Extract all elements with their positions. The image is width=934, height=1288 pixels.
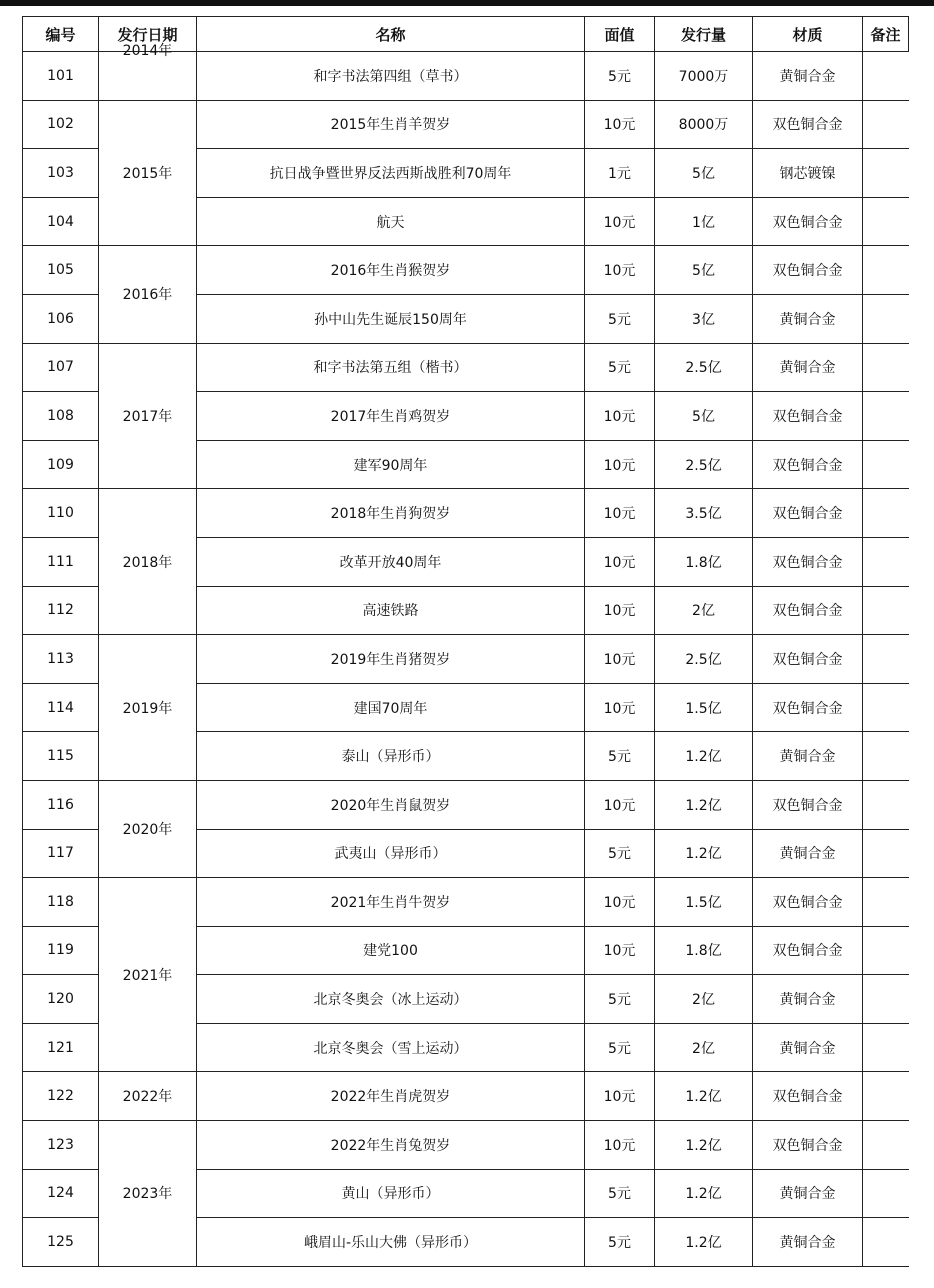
cell-material: 双色铜合金 <box>753 1072 863 1121</box>
cell-id: 111 <box>23 537 99 586</box>
cell-volume: 2.5亿 <box>655 440 753 489</box>
cell-material: 双色铜合金 <box>753 780 863 829</box>
cell-material: 双色铜合金 <box>753 392 863 441</box>
cell-name: 航天 <box>197 197 585 246</box>
cell-volume: 1.2亿 <box>655 732 753 781</box>
cell-id: 102 <box>23 100 99 149</box>
cell-name: 武夷山（异形币） <box>197 829 585 878</box>
cell-name: 2018年生肖狗贺岁 <box>197 489 585 538</box>
cell-volume: 8000万 <box>655 100 753 149</box>
cell-volume: 2亿 <box>655 975 753 1024</box>
cell-id: 115 <box>23 732 99 781</box>
cell-name: 和字书法第五组（楷书） <box>197 343 585 392</box>
cell-year-cut <box>99 43 197 101</box>
cell-face-value: 5元 <box>585 294 655 343</box>
cell-volume: 1.8亿 <box>655 926 753 975</box>
cell-volume: 7000万 <box>655 52 753 101</box>
cell-face-value: 5元 <box>585 732 655 781</box>
cell-material: 钢芯镀镍 <box>753 149 863 198</box>
cell-face-value: 10元 <box>585 392 655 441</box>
cell-volume: 1.8亿 <box>655 537 753 586</box>
table-row <box>23 635 909 684</box>
cut-year-wrap <box>99 43 196 100</box>
cell-note <box>863 829 909 878</box>
cell-volume: 1.2亿 <box>655 829 753 878</box>
cell-volume: 2.5亿 <box>655 343 753 392</box>
cell-volume: 1.5亿 <box>655 878 753 927</box>
cell-material: 黄铜合金 <box>753 732 863 781</box>
header-face-value: 面值 <box>585 17 655 52</box>
cell-volume: 1.2亿 <box>655 1169 753 1218</box>
cell-id: 103 <box>23 149 99 198</box>
cell-name: 建军90周年 <box>197 440 585 489</box>
cell-name: 峨眉山-乐山大佛（异形币） <box>197 1218 585 1267</box>
header-material: 材质 <box>753 17 863 52</box>
cell-face-value: 10元 <box>585 246 655 295</box>
cell-note <box>863 635 909 684</box>
cell-volume: 2.5亿 <box>655 635 753 684</box>
cell-face-value: 10元 <box>585 683 655 732</box>
cell-year: 2020年 <box>99 780 197 877</box>
cell-name: 抗日战争暨世界反法西斯战胜利70周年 <box>197 149 585 198</box>
cell-face-value: 10元 <box>585 635 655 684</box>
cell-id: 113 <box>23 635 99 684</box>
table-row <box>23 1121 909 1170</box>
cell-volume: 2亿 <box>655 586 753 635</box>
cell-name: 2016年生肖猴贺岁 <box>197 246 585 295</box>
cell-name: 2022年生肖虎贺岁 <box>197 1072 585 1121</box>
cell-id: 114 <box>23 683 99 732</box>
cell-id: 122 <box>23 1072 99 1121</box>
cell-material: 双色铜合金 <box>753 440 863 489</box>
cell-name: 2022年生肖兔贺岁 <box>197 1121 585 1170</box>
cell-year: 2017年 <box>99 343 197 489</box>
cell-note <box>863 52 909 101</box>
table-body <box>23 43 909 1267</box>
cell-face-value: 10元 <box>585 1121 655 1170</box>
cell-volume: 1亿 <box>655 197 753 246</box>
cell-id: 116 <box>23 780 99 829</box>
cell-year: 2015年 <box>99 100 197 246</box>
cell-note <box>863 586 909 635</box>
cell-material: 黄铜合金 <box>753 975 863 1024</box>
cell-face-value: 10元 <box>585 926 655 975</box>
cell-volume: 5亿 <box>655 246 753 295</box>
cell-id: 121 <box>23 1023 99 1072</box>
cell-volume: 3.5亿 <box>655 489 753 538</box>
cell-id: 110 <box>23 489 99 538</box>
cell-year: 2018年 <box>99 489 197 635</box>
cell-volume: 1.2亿 <box>655 1218 753 1267</box>
cell-id: 112 <box>23 586 99 635</box>
cell-id: 104 <box>23 197 99 246</box>
cell-volume: 1.2亿 <box>655 1121 753 1170</box>
cell-note <box>863 343 909 392</box>
cell-material: 黄铜合金 <box>753 829 863 878</box>
cell-id: 106 <box>23 294 99 343</box>
cell-name: 2019年生肖猪贺岁 <box>197 635 585 684</box>
cell-name: 建国70周年 <box>197 683 585 732</box>
cell-face-value: 5元 <box>585 1169 655 1218</box>
cell-face-value: 5元 <box>585 975 655 1024</box>
cell-material: 黄铜合金 <box>753 343 863 392</box>
cell-name: 2020年生肖鼠贺岁 <box>197 780 585 829</box>
cell-id: 120 <box>23 975 99 1024</box>
cell-note <box>863 926 909 975</box>
cell-note <box>863 780 909 829</box>
cell-material: 双色铜合金 <box>753 926 863 975</box>
cell-material: 黄铜合金 <box>753 52 863 101</box>
cell-face-value: 10元 <box>585 537 655 586</box>
cell-material: 双色铜合金 <box>753 197 863 246</box>
cell-material: 黄铜合金 <box>753 294 863 343</box>
cell-id: 125 <box>23 1218 99 1267</box>
table-viewport <box>0 6 934 1288</box>
table-row <box>23 246 909 295</box>
cell-face-value: 10元 <box>585 1072 655 1121</box>
cell-material: 双色铜合金 <box>753 489 863 538</box>
cell-face-value: 5元 <box>585 829 655 878</box>
cell-id: 118 <box>23 878 99 927</box>
cell-year: 2019年 <box>99 635 197 781</box>
cell-year: 2022年 <box>99 1072 197 1121</box>
cell-face-value: 5元 <box>585 343 655 392</box>
cell-note <box>863 294 909 343</box>
cell-name: 高速铁路 <box>197 586 585 635</box>
cell-material: 双色铜合金 <box>753 683 863 732</box>
cell-material: 黄铜合金 <box>753 1023 863 1072</box>
cell-material: 双色铜合金 <box>753 537 863 586</box>
cell-volume: 1.5亿 <box>655 683 753 732</box>
cell-name: 改革开放40周年 <box>197 537 585 586</box>
cell-id: 105 <box>23 246 99 295</box>
cell-face-value: 10元 <box>585 586 655 635</box>
table-row <box>23 52 909 101</box>
cell-volume: 1.2亿 <box>655 1072 753 1121</box>
header-note: 备注 <box>863 17 909 52</box>
cell-material: 双色铜合金 <box>753 246 863 295</box>
cell-material: 双色铜合金 <box>753 635 863 684</box>
table-row <box>23 343 909 392</box>
cell-face-value: 10元 <box>585 878 655 927</box>
coin-issue-table <box>22 16 909 1267</box>
cell-volume: 1.2亿 <box>655 780 753 829</box>
cell-id: 109 <box>23 440 99 489</box>
cell-face-value: 5元 <box>585 1023 655 1072</box>
cell-material: 黄铜合金 <box>753 1169 863 1218</box>
cell-note <box>863 975 909 1024</box>
cell-face-value: 10元 <box>585 100 655 149</box>
cell-face-value: 10元 <box>585 780 655 829</box>
cell-name: 北京冬奥会（雪上运动） <box>197 1023 585 1072</box>
cell-name: 2015年生肖羊贺岁 <box>197 100 585 149</box>
header-id: 编号 <box>23 17 99 52</box>
header-volume: 发行量 <box>655 17 753 52</box>
cell-volume: 2亿 <box>655 1023 753 1072</box>
header-name: 名称 <box>197 17 585 52</box>
cell-name: 黄山（异形币） <box>197 1169 585 1218</box>
cell-name: 建党100 <box>197 926 585 975</box>
cell-note <box>863 392 909 441</box>
cell-material: 双色铜合金 <box>753 100 863 149</box>
table-row <box>23 878 909 927</box>
header-date: 发行日期 <box>99 17 197 52</box>
cell-name: 泰山（异形币） <box>197 732 585 781</box>
cell-id: 124 <box>23 1169 99 1218</box>
cell-note <box>863 149 909 198</box>
cell-note <box>863 197 909 246</box>
cell-note <box>863 878 909 927</box>
cell-material: 双色铜合金 <box>753 586 863 635</box>
cell-material: 黄铜合金 <box>753 1218 863 1267</box>
cell-name: 2017年生肖鸡贺岁 <box>197 392 585 441</box>
document-sheet <box>0 6 934 1288</box>
cell-note <box>863 1218 909 1267</box>
cell-note <box>863 1121 909 1170</box>
cell-name: 北京冬奥会（冰上运动） <box>197 975 585 1024</box>
cell-volume: 3亿 <box>655 294 753 343</box>
cell-note <box>863 732 909 781</box>
table-row <box>23 1072 909 1121</box>
cell-note <box>863 537 909 586</box>
cell-year: 2023年 <box>99 1121 197 1267</box>
table-row <box>23 780 909 829</box>
cell-material: 双色铜合金 <box>753 1121 863 1170</box>
cell-note <box>863 440 909 489</box>
cell-id: 123 <box>23 1121 99 1170</box>
cell-year: 2021年 <box>99 878 197 1072</box>
cell-material: 双色铜合金 <box>753 878 863 927</box>
cell-note <box>863 1169 909 1218</box>
cell-name: 2021年生肖牛贺岁 <box>197 878 585 927</box>
cell-face-value: 5元 <box>585 52 655 101</box>
cell-id: 101 <box>23 52 99 101</box>
cell-face-value: 5元 <box>585 1218 655 1267</box>
cut-year-label: 2014年 <box>122 43 173 59</box>
cell-note <box>863 489 909 538</box>
table-row <box>23 100 909 149</box>
cell-face-value: 10元 <box>585 489 655 538</box>
cell-volume: 5亿 <box>655 392 753 441</box>
table-row <box>23 489 909 538</box>
cell-face-value: 1元 <box>585 149 655 198</box>
cell-name: 孙中山先生诞辰150周年 <box>197 294 585 343</box>
cell-volume: 5亿 <box>655 149 753 198</box>
cell-note <box>863 1072 909 1121</box>
cell-id: 119 <box>23 926 99 975</box>
cell-id: 107 <box>23 343 99 392</box>
cell-id: 117 <box>23 829 99 878</box>
cell-note <box>863 683 909 732</box>
cell-face-value: 10元 <box>585 197 655 246</box>
cell-face-value: 10元 <box>585 440 655 489</box>
cell-name: 和字书法第四组（草书） <box>197 52 585 101</box>
cell-id: 108 <box>23 392 99 441</box>
cell-note <box>863 1023 909 1072</box>
cell-note <box>863 246 909 295</box>
cell-year: 2016年 <box>99 246 197 343</box>
cell-note <box>863 100 909 149</box>
